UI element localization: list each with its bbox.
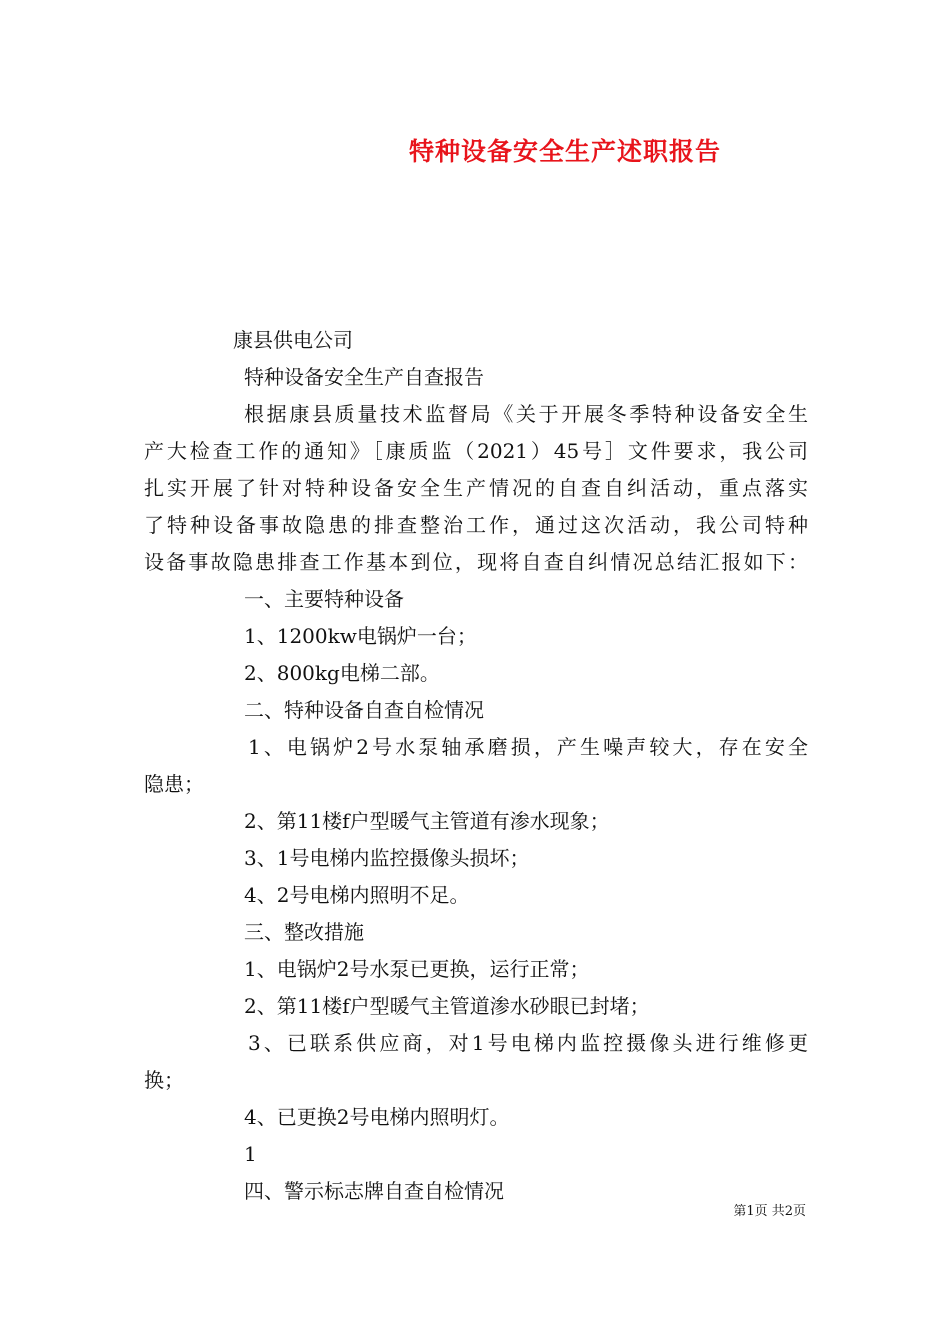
page-footer: 第1页 共2页 [733,1204,806,1219]
text-line-item: 4、2号电梯内照明不足。 [244,883,470,907]
text-line-item: 2、第11楼f户型暖气主管道渗水砂眼已封堵； [244,994,650,1018]
text-line-item: 3、1号电梯内监控摄像头损坏； [244,846,530,870]
text-line-item-continued: 换； [144,1068,184,1092]
text-line-item: 1、1200kw电锅炉一台； [244,624,477,648]
text-line-item: 1、电锅炉2号水泵轴承磨损，产生噪声较大，存在安全 [248,735,808,759]
section-heading-1: 一、主要特种设备 [244,587,404,611]
text-line-item: 1、电锅炉2号水泵已更换，运行正常； [244,957,590,981]
text-line-paragraph-3: 扎实开展了针对特种设备安全生产情况的自查自纠活动，重点落实 [144,476,808,500]
section-heading-4: 四、警示标志牌自查自检情况 [244,1179,504,1203]
text-line-paragraph-1: 根据康县质量技术监督局《关于开展冬季特种设备安全生 [244,402,808,426]
text-line-organization: 康县供电公司 [233,328,353,352]
document-title: 特种设备安全生产述职报告 [408,137,721,166]
text-line-item: 2、第11楼f户型暖气主管道有渗水现象； [244,809,610,833]
text-line-item: 3、已联系供应商，对1号电梯内监控摄像头进行维修更 [248,1031,808,1055]
text-line-paragraph-4: 了特种设备事故隐患的排查整治工作，通过这次活动，我公司特种 [144,513,808,537]
text-line-item-continued: 隐患； [144,772,204,796]
text-line-item: 4、已更换2号电梯内照明灯。 [244,1105,510,1129]
inline-page-number: 1 [244,1142,257,1166]
text-line-paragraph-2: 产大检查工作的通知》［康质监（2021）45号］文件要求，我公司 [144,439,808,463]
text-line-item: 2、800kg电梯二部。 [244,661,440,685]
text-line-subtitle: 特种设备安全生产自查报告 [244,365,484,389]
section-heading-3: 三、整改措施 [244,920,364,944]
section-heading-2: 二、特种设备自查自检情况 [244,698,484,722]
text-line-paragraph-5: 设备事故隐患排查工作基本到位，现将自查自纠情况总结汇报如下： [144,550,808,574]
